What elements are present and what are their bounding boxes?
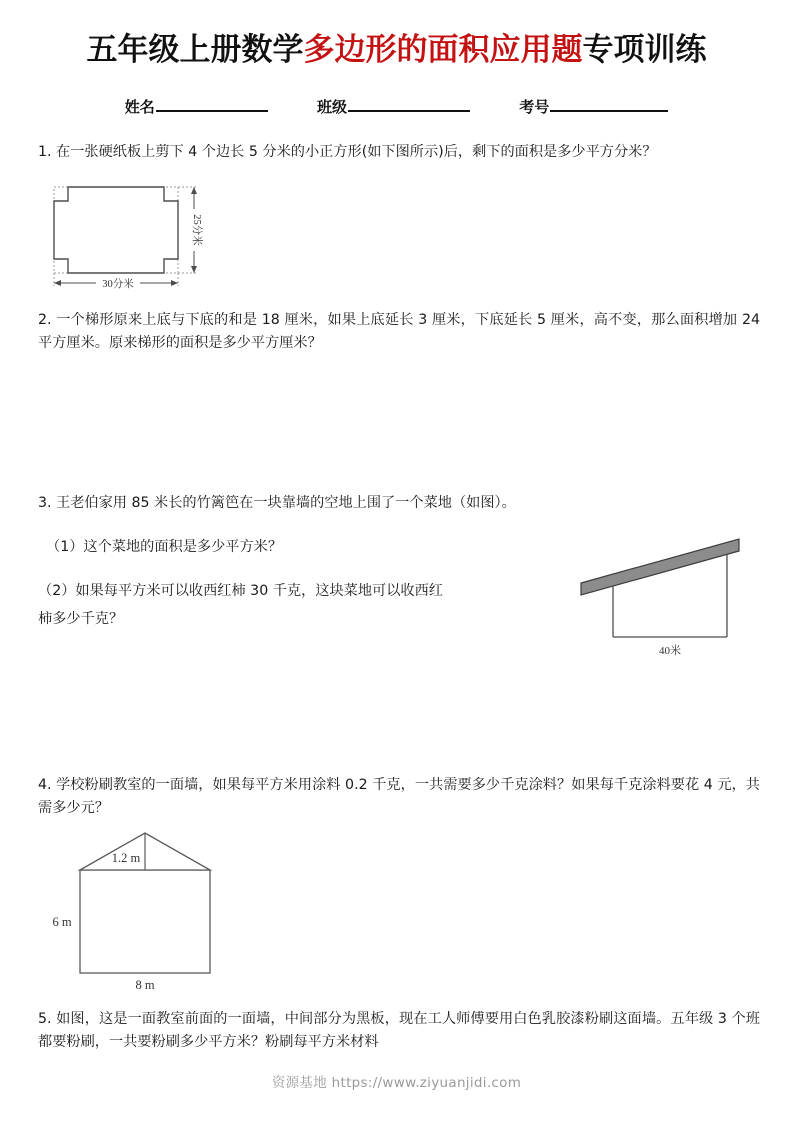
field-exam-number-input[interactable] [550, 97, 668, 112]
question-2-text: 2. 一个梯形原来上底与下底的和是 18 厘米，如果上底延长 3 厘米，下底延长 5 厘米，高不变，那么面积增加 24 平方厘米。原来梯形的面积是多少平方厘米？ [38, 312, 760, 351]
figure4-roof-height-label: 1.2 m [111, 851, 141, 865]
page-title [0, 34, 793, 67]
figure1-width-label: 30分米 [102, 279, 134, 290]
figure1-height-label: 25分米 [191, 214, 202, 246]
width-arrow-right [171, 280, 178, 286]
width-arrow-left [54, 280, 61, 286]
field-exam-number-label: 考号 [519, 98, 550, 116]
figure4-base-label: 8 m [135, 978, 155, 992]
question-4-text: 4. 学校粉刷教室的一面墙，如果每平方米用涂料 0.2 千克，一共需要多少千克涂料？如果每千克涂料要花 4 元，共需多少元？ [38, 777, 760, 816]
figure-notched-rectangle [48, 183, 238, 295]
figure3-base-label: 40米 [659, 645, 681, 657]
title-segment-black-first: 五年级上册数学 [86, 32, 304, 68]
field-name [125, 96, 268, 117]
question-5-text: 5. 如图，这是一面教室前面的一面墙，中间部分为黑板，现在工人师傅要用白色乳胶漆粉刷这面墙。五年级 3 个班都要粉刷，一共要粉刷多少平方米？粉刷每平方米材料 [38, 1011, 760, 1050]
height-arrow-bottom [191, 266, 197, 273]
field-name-input[interactable] [156, 97, 268, 112]
footer-watermark: 资源基地 https://www.ziyuanjidi.com [271, 1075, 522, 1091]
slanted-wall-bar [581, 539, 739, 595]
field-class-input[interactable] [348, 97, 470, 112]
question-3-text: 3. 王老伯家用 85 米长的竹篱笆在一块靠墙的空地上围了一个菜地（如图）。 [38, 495, 516, 511]
wall-rectangle [80, 870, 210, 973]
field-class-label: 班级 [316, 98, 347, 116]
question-1-text: 1. 在一张硬纸板上剪下 4 个边长 5 分米的小正方形(如下图所示)后，剩下的面积是多少平方分米？ [38, 144, 657, 160]
figure-house-pentagon [38, 826, 238, 996]
notched-shape-outline [54, 187, 178, 273]
question-3-part-1: （1）这个菜地的面积是多少平方米？ [46, 539, 283, 555]
field-class [317, 96, 470, 117]
student-info-line [0, 96, 793, 117]
height-arrow-top [191, 187, 197, 194]
field-exam-number [519, 96, 668, 117]
question-3-part-2-cont: 柿多少千克？ [38, 611, 124, 627]
title-segment-black-last: 专项训练 [582, 32, 707, 68]
figure-slanted-wall-trapezoid [575, 533, 770, 658]
field-name-label: 姓名 [124, 98, 155, 116]
figure4-side-label: 6 m [52, 915, 72, 929]
question-3-part-2: （2）如果每平方米可以收西红柿 30 千克，这块菜地可以收西红 [38, 583, 443, 599]
title-segment-red: 多边形的面积应用题 [303, 32, 583, 68]
